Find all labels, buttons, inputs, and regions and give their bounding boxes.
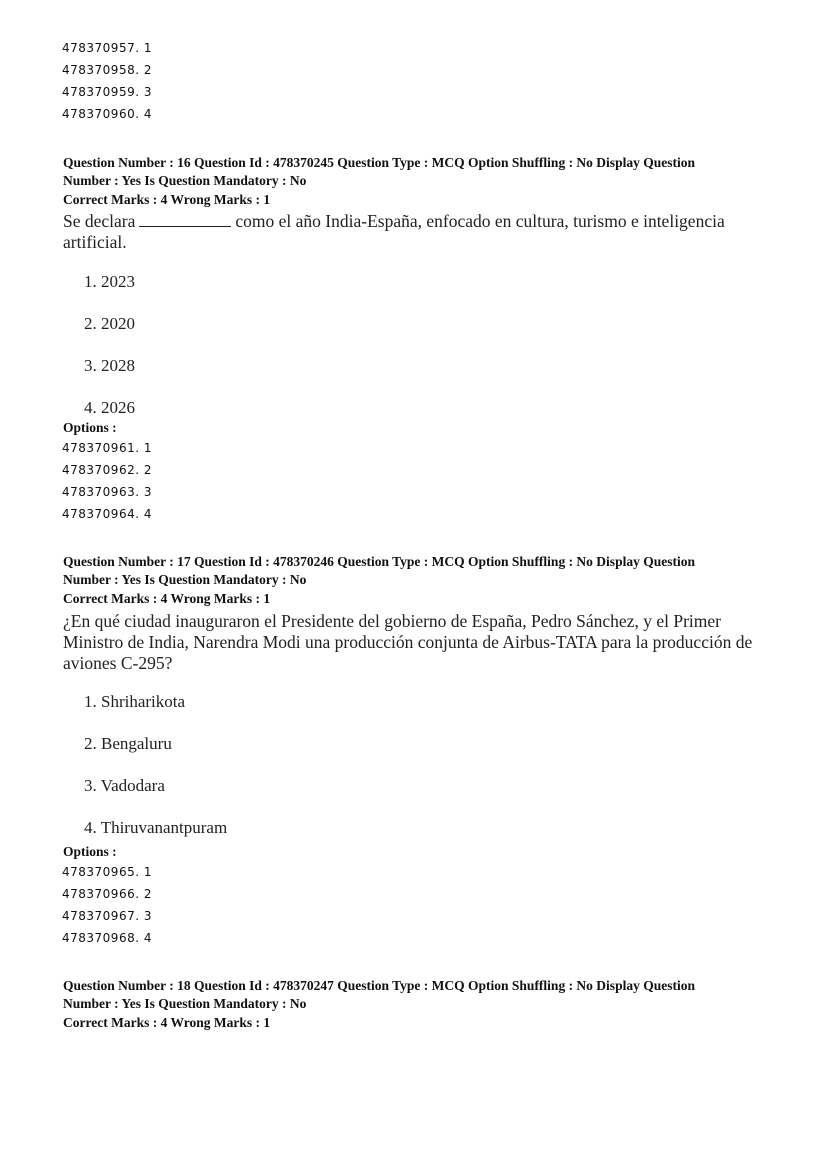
option-id-row: 478370957. 1 — [62, 41, 152, 55]
options-label: Options : — [63, 844, 117, 859]
question-17-text: ¿En qué ciudad inauguraron el Presidente del gobierno de España, Pedro Sánchez, y el Primer Ministro de India, Narendra Modi una producción conjunta de Airbus-TATA para la producción de aviones C-295? — [63, 611, 753, 673]
option-id-row: 478370962. 2 — [62, 463, 152, 477]
choice-4: 4. Thiruvanantpuram — [84, 818, 228, 837]
choice-4: 4. 2026 — [84, 398, 135, 417]
option-id-row: 478370959. 3 — [62, 85, 152, 99]
option-id-row: 478370958. 2 — [62, 63, 152, 77]
question-16-text: Se declara como el año India-España, enfocado en cultura, turismo e inteligencia artificial. — [63, 211, 725, 252]
answer-blank — [139, 212, 231, 227]
question-16-meta: Question Number : 16 Question Id : 478370245 Question Type : MCQ Option Shuffling : No Display Question Number : Yes Is Question Mandatory : No Correct Marks : 4 Wrong Marks : 1 — [63, 155, 695, 207]
choice-2: 2. 2020 — [84, 314, 135, 333]
option-id-row: 478370967. 3 — [62, 909, 152, 923]
option-id-row: 478370968. 4 — [62, 931, 152, 945]
choice-1: 1. Shriharikota — [84, 692, 186, 711]
choice-3: 3. Vadodara — [84, 776, 165, 795]
option-id-row: 478370961. 1 — [62, 441, 152, 455]
question-17-meta: Question Number : 17 Question Id : 478370246 Question Type : MCQ Option Shuffling : No Display Question Number : Yes Is Question Mandatory : No Correct Marks : 4 Wrong Marks : 1 — [63, 554, 695, 606]
option-id-row: 478370963. 3 — [62, 485, 152, 499]
option-id-row: 478370965. 1 — [62, 865, 152, 879]
option-id-row: 478370966. 2 — [62, 887, 152, 901]
choice-1: 1. 2023 — [84, 272, 135, 291]
option-id-row: 478370964. 4 — [62, 507, 152, 521]
option-id-row: 478370960. 4 — [62, 107, 152, 121]
choice-2: 2. Bengaluru — [84, 734, 172, 753]
choice-3: 3. 2028 — [84, 356, 135, 375]
question-18-meta: Question Number : 18 Question Id : 478370247 Question Type : MCQ Option Shuffling : No Display Question Number : Yes Is Question Mandatory : No Correct Marks : 4 Wrong Marks : 1 — [63, 978, 695, 1030]
options-label: Options : — [63, 420, 117, 435]
